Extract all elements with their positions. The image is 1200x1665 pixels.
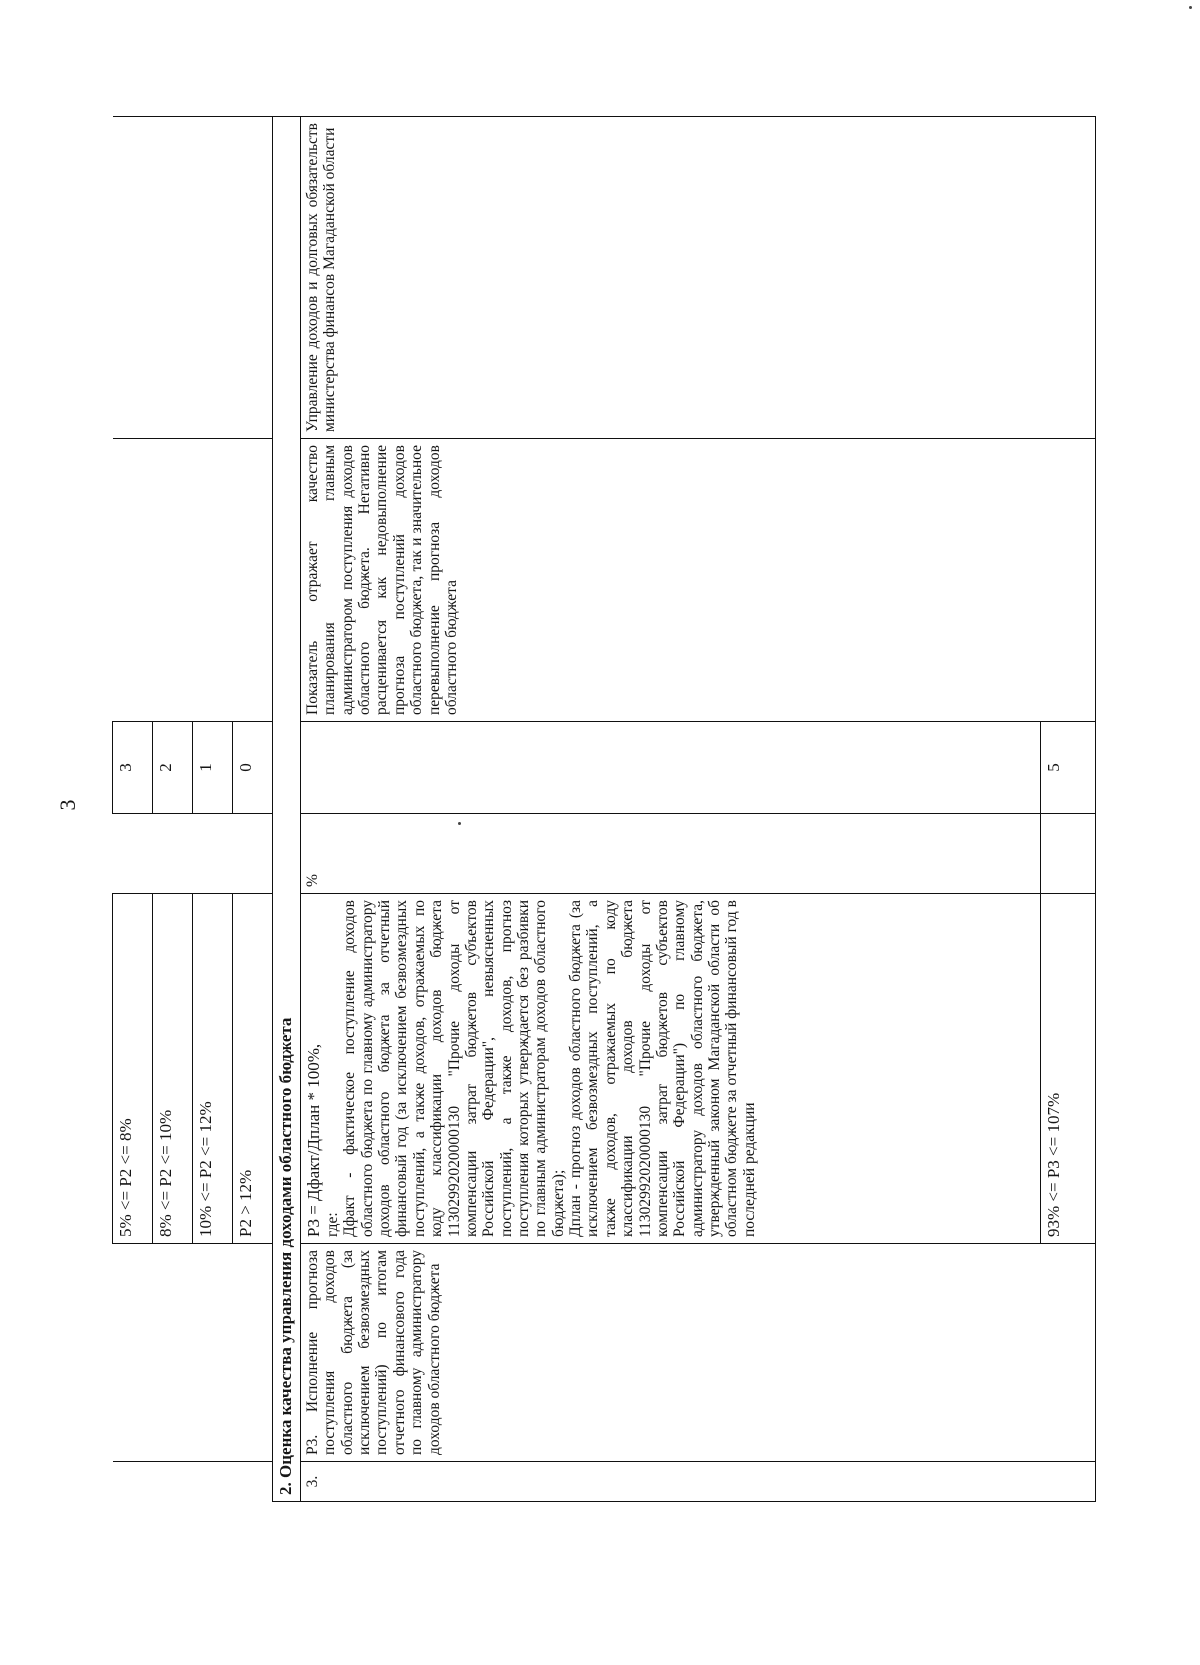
indicator-name: Р3. Исполнение прогноза поступления доходов областного бюджета (за исключением безвозмездных поступлений) по итогам отчетного финансового года по главному администратору доходов областного бюджета — [301, 1244, 1096, 1462]
blank-cell — [113, 814, 273, 894]
formula-dfakt: Дфакт - фактическое поступление доходов областного бюджета по главному администратору доходов областного бюджета за отчетный финансовый год (за исключением безвозмездных поступлений, а также доходов, отражаемых по коду классификации доходов бюджета 11302992020000130 "Прочие доходы от компенсации затрат бюджетов субъектов Российской Федерации", невыясненных поступлений, а также доходов, прогноз поступления которых утверждается без разбивки по главным администраторам доходов областного бюджета); — [341, 900, 567, 1237]
blank-cell — [1041, 814, 1096, 894]
blank-cell — [301, 722, 1041, 814]
row-number: 3. — [301, 1462, 1096, 1502]
formula: Р3 = Дфакт/Дплан * 100%, — [304, 1043, 323, 1237]
scale-score: 3 — [113, 722, 153, 814]
page-number: 3 — [55, 799, 80, 811]
scale-condition: P2 > 12% — [233, 894, 273, 1244]
blank-cell — [113, 117, 273, 439]
scale-score: 5 — [1041, 722, 1096, 814]
responsible-unit: Управление доходов и долговых обязательств министерства финансов Магаданской области — [301, 117, 1096, 439]
scale-score: 1 — [193, 722, 233, 814]
rotated-table-sheet — [112, 117, 1096, 1502]
formula-cell — [301, 894, 1041, 1244]
formula-dplan: Дплан - прогноз доходов областного бюджета (за исключением безвозмездных поступлений, а также доходов, отражаемых по коду классификации доходов бюджета 11302992020000130 "Прочие доходы от компенсации затрат бюджетов субъектов Российской Федерации") по главному администратору доходов областного бюджета, утвержденный законом Магаданской области об областном бюджете за отчетный финансовый год в последней редакции — [567, 900, 758, 1237]
scale-condition: 8% <= P2 <= 10% — [153, 894, 193, 1244]
scale-condition: 10% <= P2 <= 12% — [193, 894, 233, 1244]
scale-score: 2 — [153, 722, 193, 814]
unit: % — [301, 814, 1041, 894]
blank-cell — [113, 439, 273, 722]
scale-row — [113, 117, 153, 1502]
blank-cell — [113, 1244, 273, 1462]
indicator-comment: Показатель отражает качество планирования главным администратором поступления доходов областного бюджета. Негативно расценивается как недовыполнение прогноза поступлений доходов областного бюджета, так и значительное перевыполнение прогноза доходов областного бюджета — [301, 439, 1096, 722]
indicator-row — [301, 117, 1041, 1502]
section-heading-row — [273, 117, 301, 1502]
formula-where: где: — [324, 1212, 342, 1237]
section-title: 2. Оценка качества управления доходами областного бюджета — [273, 117, 301, 1502]
scale-score: 0 — [233, 722, 273, 814]
indicator-table — [112, 116, 1096, 1502]
scale-condition: 93% <= P3 <= 107% — [1041, 894, 1096, 1244]
scan-speck — [1189, 6, 1192, 9]
blank-cell — [113, 1462, 273, 1502]
scale-condition: 5% <= P2 <= 8% — [113, 894, 153, 1244]
